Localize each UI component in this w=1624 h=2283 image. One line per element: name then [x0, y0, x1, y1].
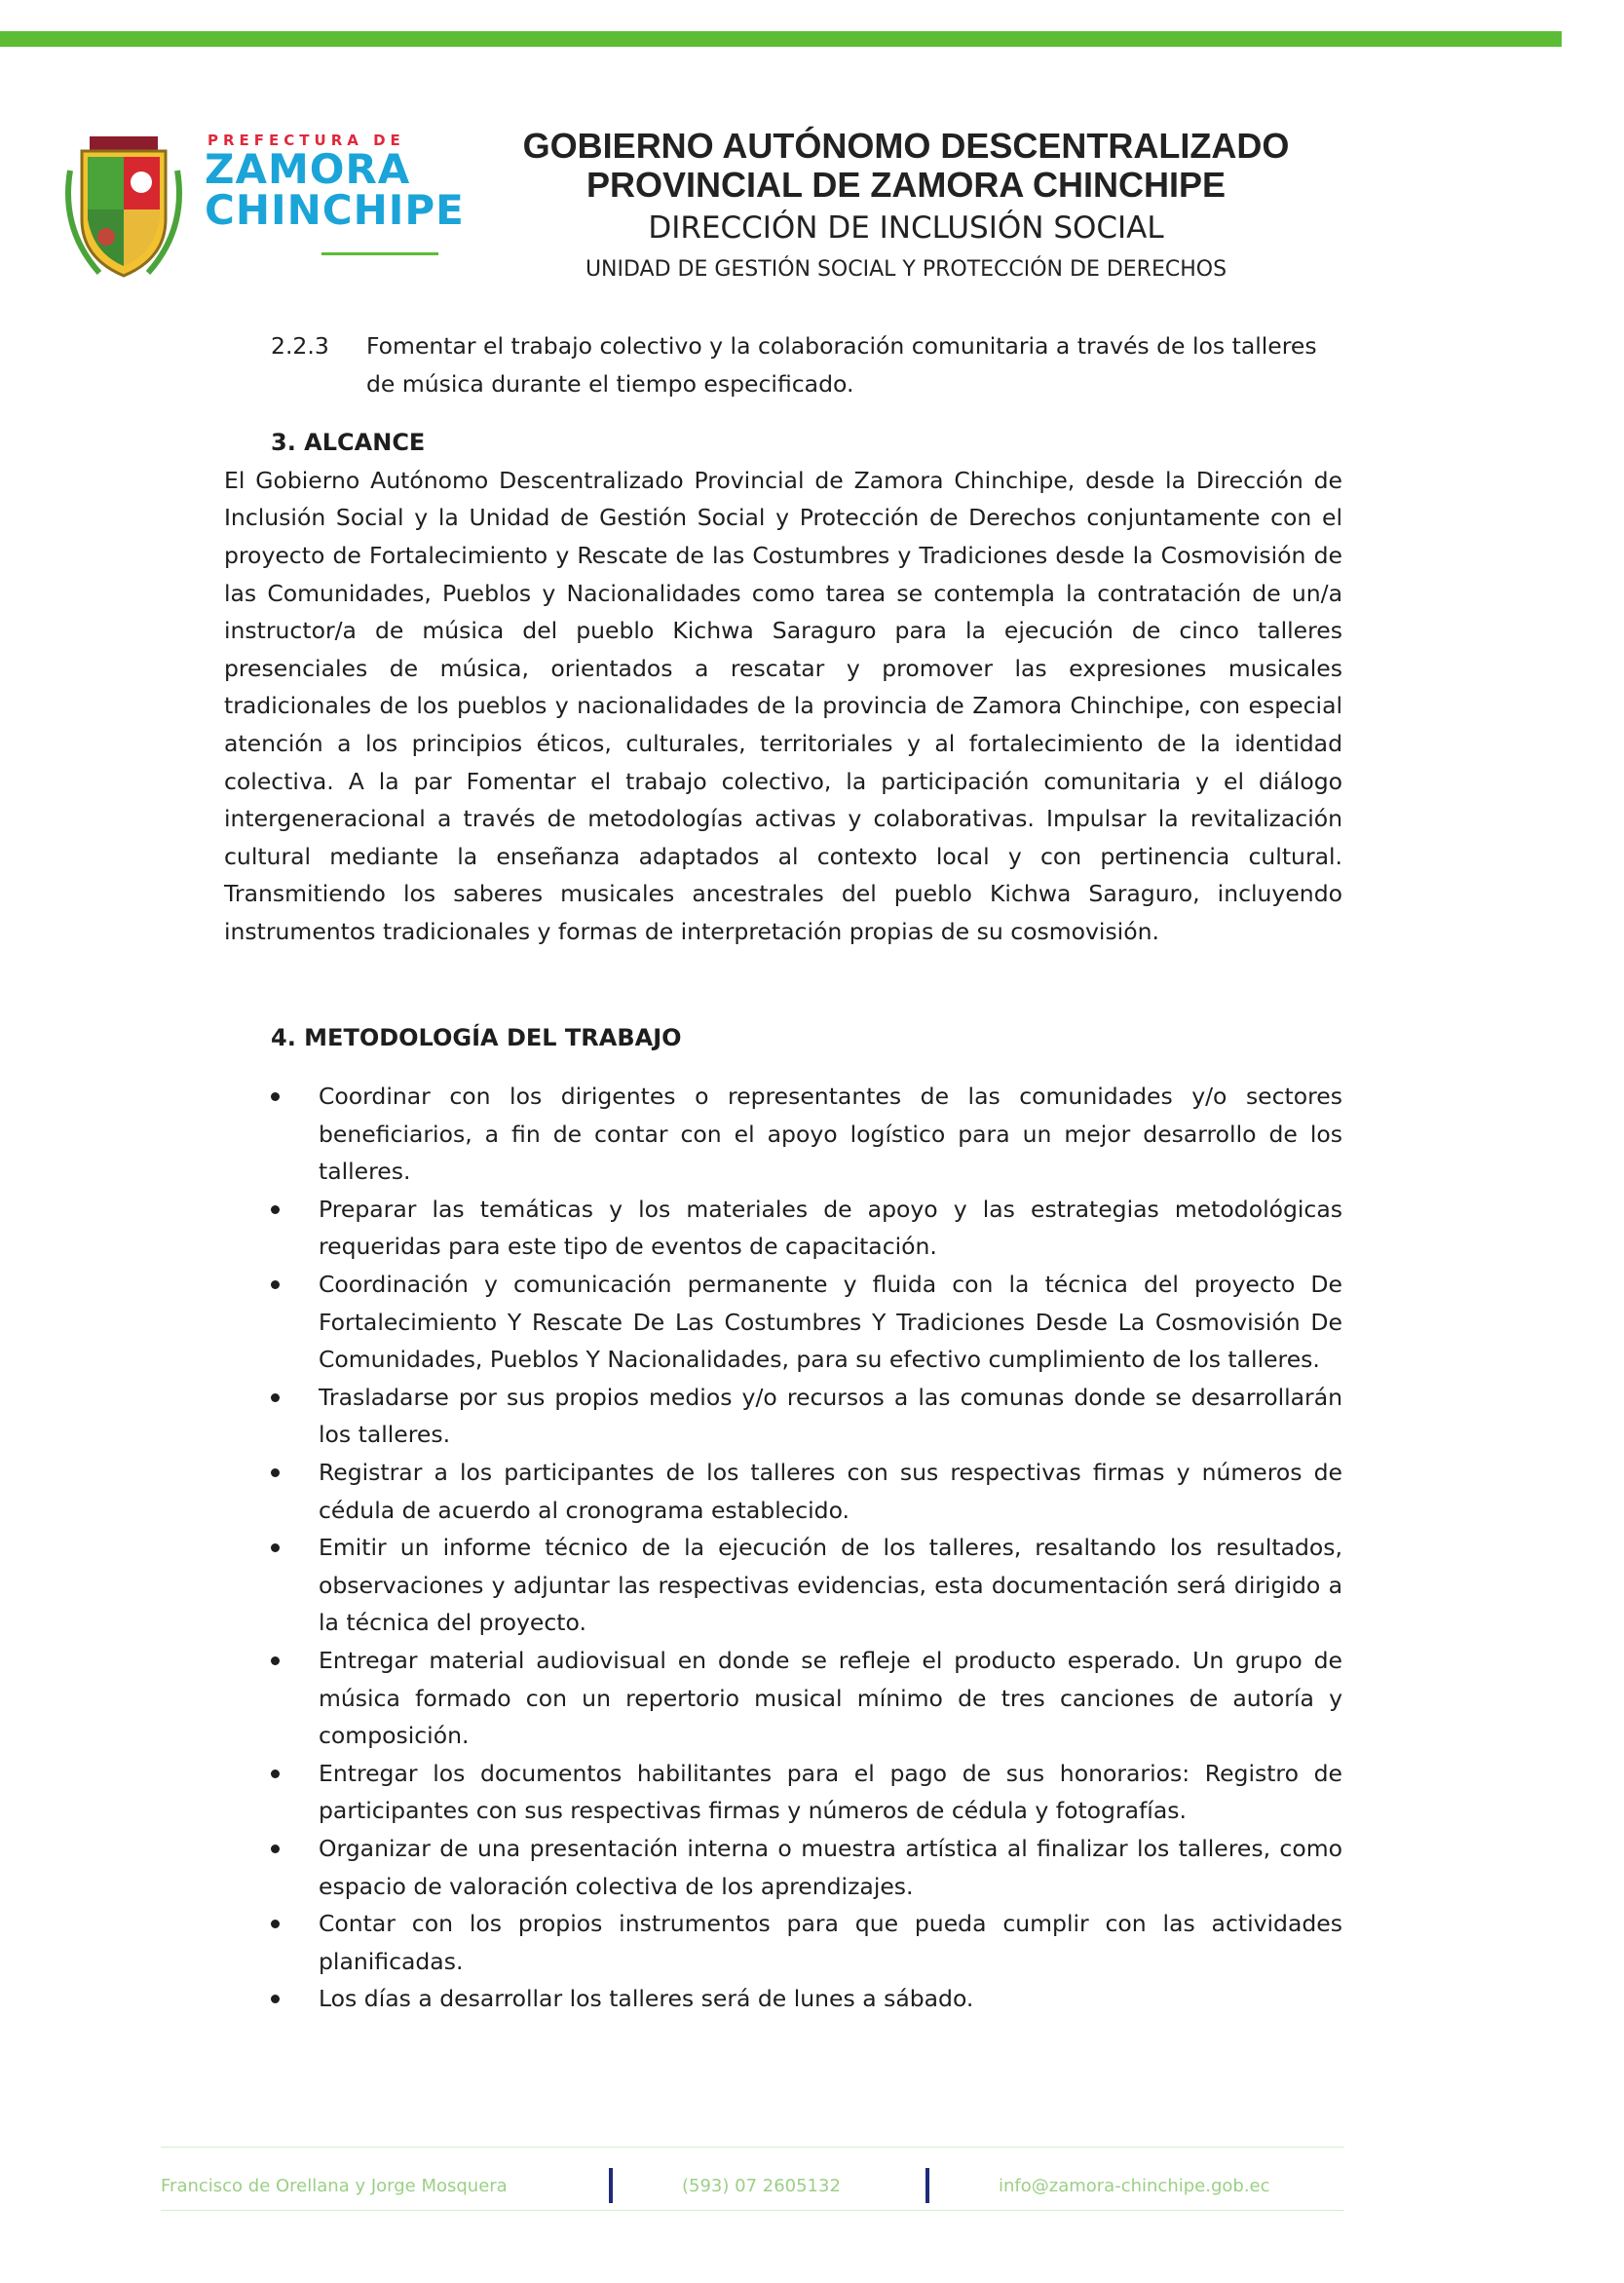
- footer-address: Francisco de Orellana y Jorge Mosquera: [161, 2176, 508, 2196]
- list-item: [224, 1905, 1342, 1980]
- brand-zamora: ZAMORA: [205, 145, 411, 193]
- footer-divider-bottom: [161, 2210, 1344, 2211]
- list-item-text: Coordinación y comunicación permanente y fluida con la técnica del proyecto De Fortalecimiento Y Rescate De Las Costumbres Y Tradiciones Desde La Cosmovisión De Comunidades, Pueblos Y Nacionalidades, para su efectivo cumplimiento de los talleres.: [319, 1271, 1342, 1374]
- footer-separator: [609, 2168, 613, 2203]
- bullet-icon: [271, 1468, 280, 1477]
- bullet-icon: [271, 1205, 280, 1214]
- prefectura-brand: [205, 132, 465, 255]
- list-item-text: Coordinar con los dirigentes o representantes de las comunidades y/o sectores beneficiarios, a fin de contar con el apoyo logístico para un mejor desarrollo de los talleres.: [319, 1083, 1342, 1186]
- bullet-icon: [271, 1995, 280, 2003]
- bullet-icon: [271, 1769, 280, 1778]
- list-item-text: Los días a desarrollar los talleres será de lunes a sábado.: [319, 1985, 974, 2013]
- list-item-text: Entregar material audiovisual en donde se refleje el producto esperado. Un grupo de música formado con un repertorio musical mínimo de tres canciones de autoría y composición.: [319, 1647, 1342, 1750]
- list-item: [224, 1078, 1342, 1191]
- list-item-text: Organizar de una presentación interna o muestra artística al finalizar los talleres, como espacio de valoración colectiva de los aprendizajes.: [319, 1834, 1342, 1900]
- header-title-line1: GOBIERNO AUTÓNOMO DESCENTRALIZADO: [522, 126, 1290, 166]
- brand-chinchipe: CHINCHIPE: [205, 186, 465, 234]
- list-item: [224, 1266, 1342, 1379]
- footer-divider-top: [161, 2147, 1344, 2148]
- brand-small-text: PREFECTURA DE: [208, 132, 405, 149]
- document-body: [224, 327, 1342, 2018]
- list-item-text: Contar con los propios instrumentos para que pueda cumplir con las actividades planificadas.: [319, 1910, 1342, 1975]
- objective-number: 2.2.3: [271, 332, 329, 360]
- bullet-icon: [271, 1656, 280, 1665]
- list-item-text: Registrar a los participantes de los talleres con sus respectivas firmas y números de cédula de acuerdo al cronograma establecido.: [319, 1459, 1342, 1524]
- methodology-list: [224, 1078, 1342, 2018]
- bullet-icon: [271, 1845, 280, 1853]
- footer-email: info@zamora-chinchipe.gob.ec: [999, 2176, 1270, 2196]
- objective-2-2-3: [271, 327, 1342, 402]
- brand-underline: [321, 252, 438, 255]
- bullet-icon: [271, 1092, 280, 1101]
- section-3-paragraph: El Gobierno Autónomo Descentralizado Provincial de Zamora Chinchipe, desde la Dirección de Inclusión Social y la Unidad de Gestión Social y Protección de Derechos conjuntamente con el proyecto de Fortalecimiento y Rescate de las Costumbres y Tradiciones desde la Cosmovisión de las Comunidades, Pueblos y Nacionalidades como tarea se contempla la contratación de un/a instructor/a de música del pueblo Kichwa Saraguro para la ejecución de cinco talleres presenciales de música, orientados a rescatar y promover las expresiones musicales tradicionales de los pueblos y nacionalidades de la provincia de Zamora Chinchipe, con especial atención a los principios éticos, culturales, territoriales y al fortalecimiento de la identidad colectiva. A la par Fomentar el trabajo colectivo, la participación comunitaria y el diálogo intergeneracional a través de metodologías activas y colaborativas. Impulsar la revitalización cultural mediante la enseñanza adaptados al contexto local y con pertinencia cultural. Transmitiendo los saberes musicales ancestrales del pueblo Kichwa Saraguro, incluyendo instrumentos tradicionales y formas de interpretación propias de su cosmovisión.: [224, 466, 1342, 945]
- list-item-text: Preparar las temáticas y los materiales de apoyo y las estrategias metodológicas requeridas para este tipo de eventos de capacitación.: [319, 1195, 1342, 1261]
- bullet-icon: [271, 1543, 280, 1552]
- footer: [161, 2168, 1344, 2207]
- section-3-heading: 3. ALCANCE: [271, 429, 426, 457]
- header-direction: DIRECCIÓN DE INCLUSIÓN SOCIAL: [648, 210, 1164, 246]
- list-item: [224, 1529, 1342, 1642]
- list-item-text: Trasladarse por sus propios medios y/o recursos a las comunas donde se desarrollarán los talleres.: [319, 1383, 1342, 1449]
- list-item: [224, 1191, 1342, 1266]
- list-item: [224, 1755, 1342, 1830]
- header-unit: UNIDAD DE GESTIÓN SOCIAL Y PROTECCIÓN DE DERECHOS: [585, 257, 1227, 282]
- list-item: [224, 1379, 1342, 1454]
- footer-phone: (593) 07 2605132: [682, 2176, 841, 2196]
- bullet-icon: [271, 1920, 280, 1928]
- bullet-icon: [271, 1280, 280, 1289]
- list-item: [224, 1454, 1342, 1529]
- list-item-text: Emitir un informe técnico de la ejecución de los talleres, resaltando los resultados, observaciones y adjuntar las respectivas evidencias, esta documentación será dirigido a la técnica del proyecto.: [319, 1534, 1342, 1637]
- section-4-heading: 4. METODOLOGÍA DEL TRABAJO: [271, 1023, 682, 1051]
- top-green-bar: [0, 31, 1562, 47]
- document-header: [458, 127, 1354, 286]
- coat-of-arms-logo: [60, 112, 187, 283]
- footer-separator: [925, 2168, 929, 2203]
- objective-text: Fomentar el trabajo colectivo y la colaboración comunitaria a través de los talleres de música durante el tiempo especificado.: [366, 332, 1317, 398]
- list-item: [224, 1980, 1342, 2018]
- bullet-icon: [271, 1393, 280, 1402]
- header-title-line2: PROVINCIAL DE ZAMORA CHINCHIPE: [585, 165, 1227, 205]
- list-item: [224, 1830, 1342, 1905]
- list-item-text: Entregar los documentos habilitantes para el pago de sus honorarios: Registro de participantes con sus respectivas firmas y números de cédula y fotografías.: [319, 1759, 1342, 1825]
- list-item: [224, 1642, 1342, 1755]
